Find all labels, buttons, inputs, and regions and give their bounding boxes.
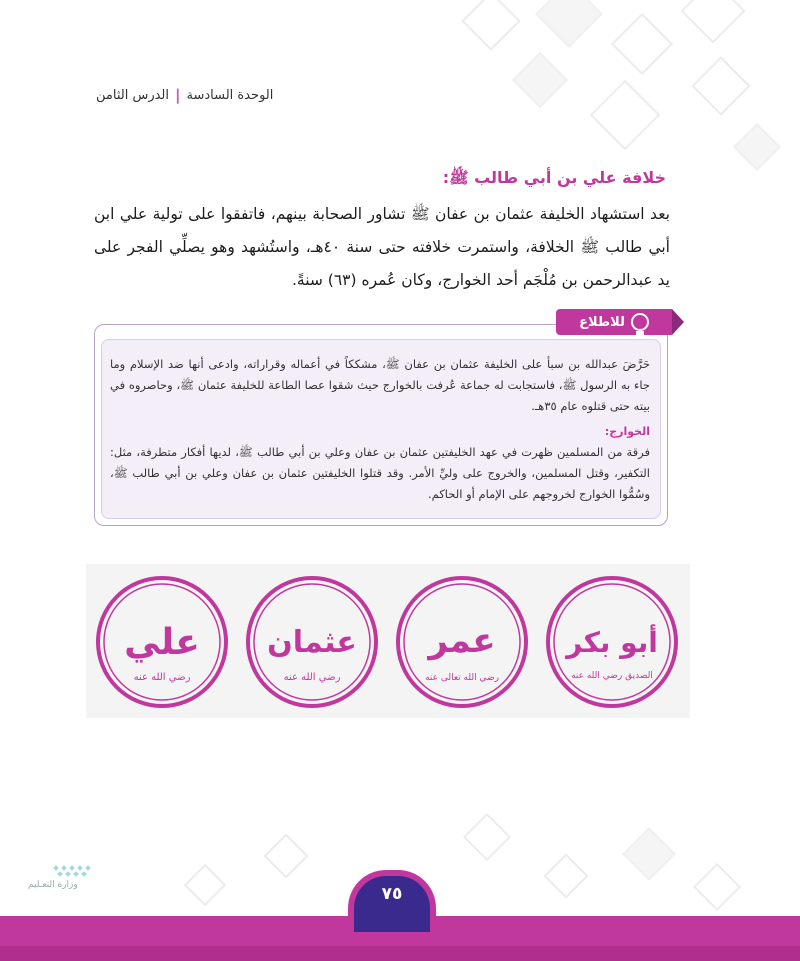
medallion-ali (92, 572, 232, 712)
decor-square (691, 56, 750, 115)
medallion-ring-icon (392, 572, 532, 712)
ministry-label: وزارة التعـليم (28, 880, 78, 890)
medallion-phrase: الصديق رضي الله عنه (571, 671, 653, 681)
info-tag-label: للاطلاع (579, 314, 625, 330)
decor-square (680, 0, 745, 44)
ministry-logo-icon (52, 864, 100, 878)
decor-square (184, 864, 226, 906)
decor-square (693, 863, 741, 911)
decor-square (590, 80, 661, 151)
medallion-name: عمر (428, 621, 496, 661)
decor-square (512, 52, 569, 109)
decor-square (611, 13, 673, 75)
medallion-ring-icon (542, 572, 682, 712)
info-text (110, 354, 650, 505)
medallion-name: أبو بكر (566, 626, 658, 659)
medallions-row (92, 572, 677, 718)
decor-square (543, 853, 588, 898)
medallion-phrase: رضي الله عنه (133, 672, 191, 683)
decor-square (263, 833, 308, 878)
info-subheading: الخوارج: (604, 425, 650, 438)
unit-label: الوحدة السادسة (186, 87, 274, 103)
medallion-name: علي (124, 622, 200, 663)
decor-square (733, 123, 781, 171)
footer-bar-bottom (0, 946, 800, 961)
medallion-umar (392, 572, 532, 712)
decor-square (622, 827, 676, 881)
medallion-ring-icon (92, 572, 232, 712)
page-number: ٧٥ (381, 884, 403, 904)
info-paragraph-1: حَرَّضَ عبدالله بن سبأ على الخليفة عثمان بن عفان ﷺ، مشككاً في أعماله وقراراته، وادعى أنها ضد الإسلام وما جاء به الرسول ﷺ، فاستجابت له جماعة عُرفت بالخوارج حيث شقوا عصا الطاعة للخليفة عثمان ﷺ، وحاصروه في بيته حتى قتلوه عام ٣٥هـ. (110, 357, 650, 413)
medallion-phrase: رضي الله تعالى عنه (425, 673, 499, 683)
medallion-ring-icon (242, 572, 382, 712)
lightbulb-icon (631, 313, 649, 331)
section-title: خلافة علي بن أبي طالب ﷺ: (442, 168, 666, 187)
breadcrumb-separator: | (175, 86, 181, 104)
decor-square (535, 0, 603, 48)
medallion-uthman (242, 572, 382, 712)
section-paragraph: بعد استشهاد الخليفة عثمان بن عفان ﷺ تشاور الصحابة بينهم، فاتفقوا على تولية علي ابن أبي طالب ﷺ الخلافة، واستمرت خلافته حتى سنة ٤٠هـ، واستُشهد وهو يصلِّي الفجر على يد عبدالرحمن بن مُلْجَم أحد الخوارج، وكان عُمره (٦٣) سنةً. (94, 205, 670, 289)
decor-square (461, 0, 520, 51)
medallion-name: عثمان (267, 625, 357, 660)
breadcrumb (96, 86, 273, 104)
info-tag (556, 309, 672, 335)
medallion-phrase: رضي الله عنه (283, 672, 341, 683)
lesson-label: الدرس الثامن (96, 87, 169, 103)
decor-square (463, 813, 511, 861)
medallion-abubakr (542, 572, 682, 712)
info-paragraph-2: فرقة من المسلمين ظهرت في عهد الخليفتين عثمان بن عفان وعلي بن أبي طالب ﷺ، لديها أفكار متطرفة، مثل: التكفير، وقتل المسلمين، والخروج على وليِّ الأمر. وقد قتلوا الخليفتين عثمان بن عفان وعلي بن أبي طالب ﷺ، وسُمُّوا الخوارج لخروجهم على الإمام أو الحاكم. (110, 445, 650, 501)
